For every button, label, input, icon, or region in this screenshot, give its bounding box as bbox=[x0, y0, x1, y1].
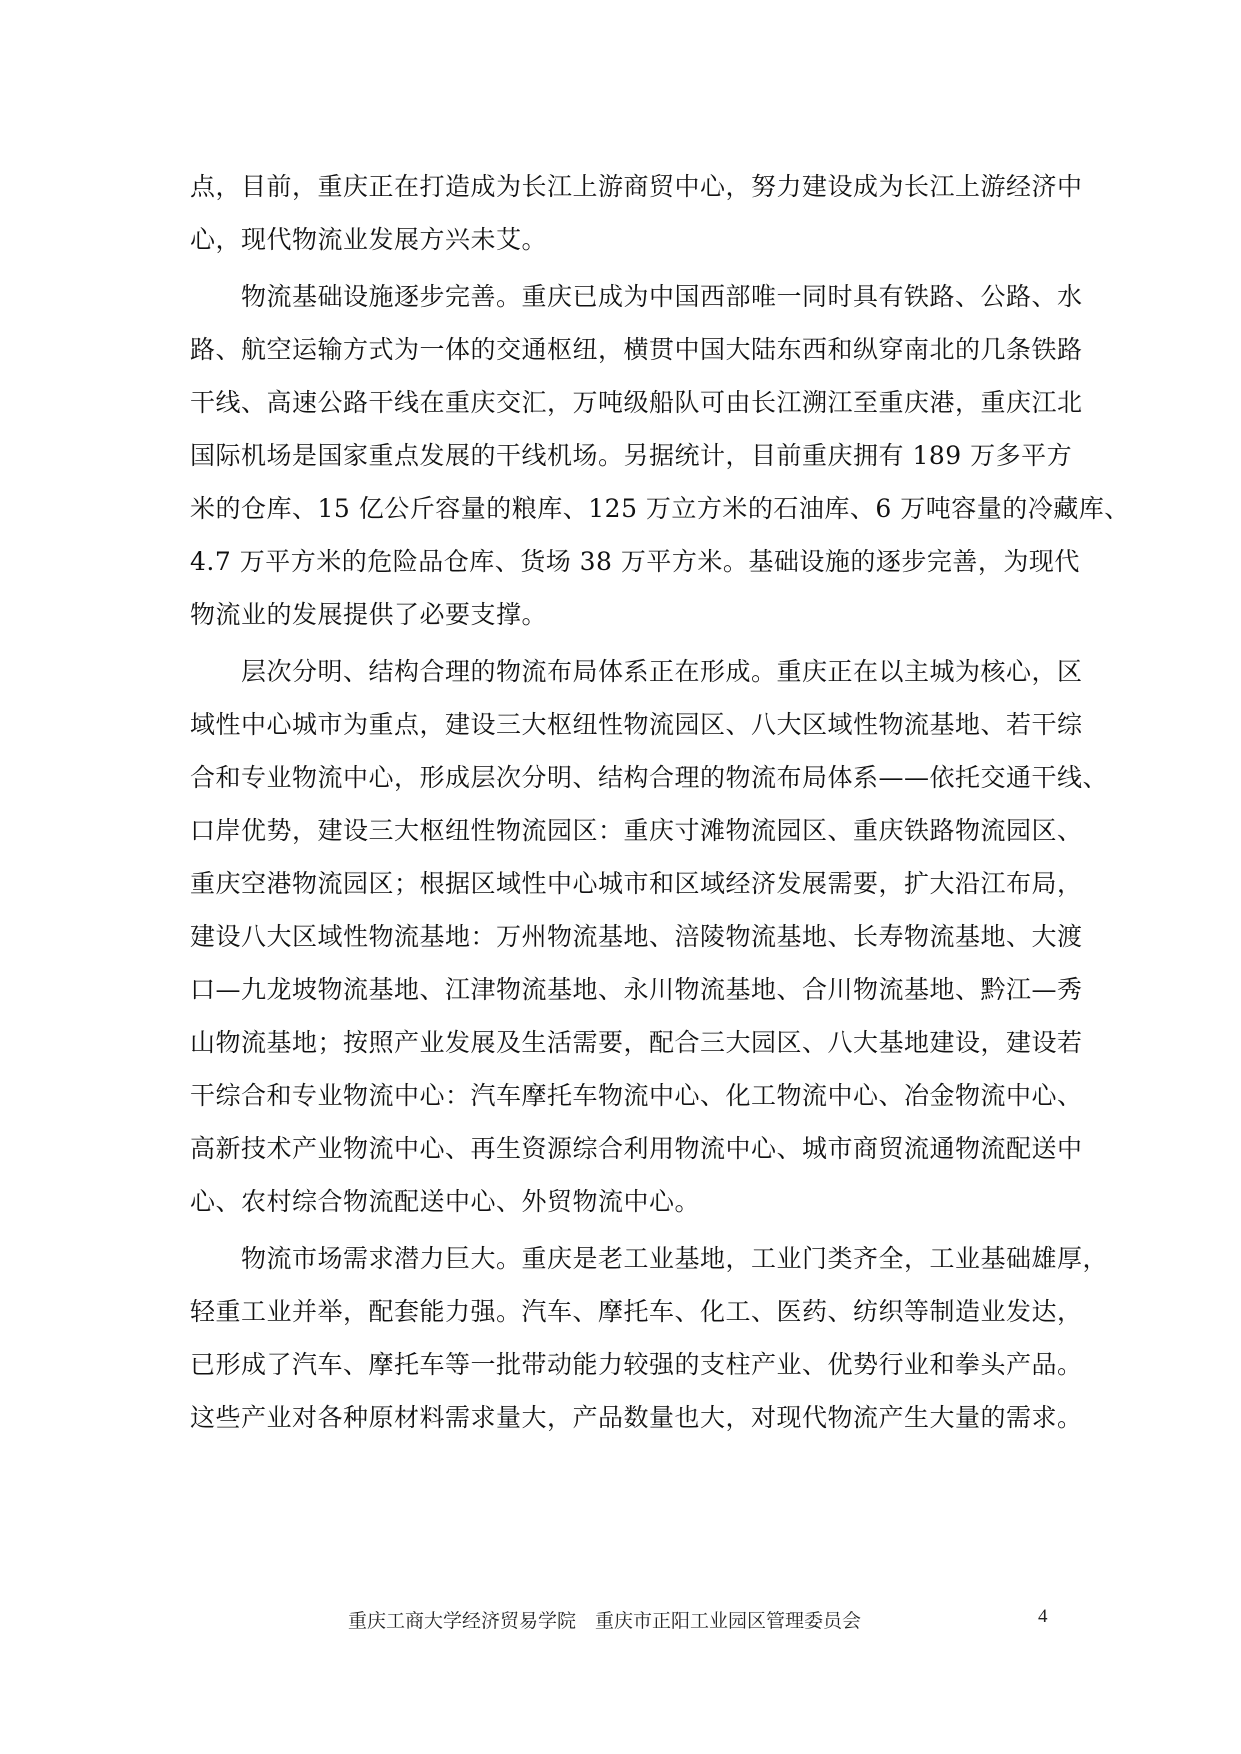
text-line: 口—九龙坡物流基地、江津物流基地、永川物流基地、合川物流基地、黔江—秀 bbox=[190, 975, 1083, 1004]
text-line: 已形成了汽车、摩托车等一批带动能力较强的支柱产业、优势行业和拳头产品。 bbox=[190, 1350, 1083, 1379]
text-line: 4.7 万平方米的危险品仓库、货场 38 万平方米。基础设施的逐步完善，为现代 bbox=[190, 547, 1080, 576]
text-line: 域性中心城市为重点，建设三大枢纽性物流园区、八大区域性物流基地、若干综 bbox=[190, 710, 1083, 739]
text-line: 心，现代物流业发展方兴未艾。 bbox=[190, 225, 548, 254]
footer-text: 重庆工商大学经济贸易学院 重庆市正阳工业园区管理委员会 bbox=[348, 1611, 862, 1632]
text-line: 这些产业对各种原材料需求量大，产品数量也大，对现代物流产生大量的需求。 bbox=[190, 1403, 1083, 1432]
text-line: 建设八大区域性物流基地：万州物流基地、涪陵物流基地、长寿物流基地、大渡 bbox=[190, 922, 1083, 951]
text-line: 物流基础设施逐步完善。重庆已成为中国西部唯一同时具有铁路、公路、水 bbox=[190, 282, 1083, 311]
text-line: 合和专业物流中心，形成层次分明、结构合理的物流布局体系——依托交通干线、 bbox=[190, 763, 1109, 792]
text-line: 口岸优势，建设三大枢纽性物流园区：重庆寸滩物流园区、重庆铁路物流园区、 bbox=[190, 816, 1083, 845]
body-text bbox=[190, 160, 1130, 1444]
text-line: 重庆空港物流园区；根据区域性中心城市和区域经济发展需要，扩大沿江布局， bbox=[190, 869, 1083, 898]
text-line: 干综合和专业物流中心：汽车摩托车物流中心、化工物流中心、冶金物流中心、 bbox=[190, 1081, 1083, 1110]
text-line: 层次分明、结构合理的物流布局体系正在形成。重庆正在以主城为核心，区 bbox=[190, 657, 1083, 686]
page-number: 4 bbox=[1038, 1606, 1048, 1627]
text-line: 物流业的发展提供了必要支撑。 bbox=[190, 600, 548, 629]
paragraph bbox=[190, 1232, 1109, 1444]
text-line: 路、航空运输方式为一体的交通枢纽，横贯中国大陆东西和纵穿南北的几条铁路 bbox=[190, 335, 1083, 364]
text-line: 山物流基地；按照产业发展及生活需要，配合三大园区、八大基地建设，建设若 bbox=[190, 1028, 1083, 1057]
paragraph bbox=[190, 270, 1130, 641]
paragraph bbox=[190, 645, 1109, 1228]
page-footer bbox=[0, 1606, 1241, 1636]
text-line: 物流市场需求潜力巨大。重庆是老工业基地，工业门类齐全，工业基础雄厚， bbox=[190, 1244, 1109, 1273]
text-line: 高新技术产业物流中心、再生资源综合利用物流中心、城市商贸流通物流配送中 bbox=[190, 1134, 1083, 1163]
text-line: 心、农村综合物流配送中心、外贸物流中心。 bbox=[190, 1187, 701, 1216]
text-line: 点，目前，重庆正在打造成为长江上游商贸中心，努力建设成为长江上游经济中 bbox=[190, 172, 1083, 201]
paragraph bbox=[190, 160, 1083, 266]
text-line: 国际机场是国家重点发展的干线机场。另据统计，目前重庆拥有 189 万多平方 bbox=[190, 441, 1073, 470]
text-line: 轻重工业并举，配套能力强。汽车、摩托车、化工、医药、纺织等制造业发达， bbox=[190, 1297, 1083, 1326]
text-line: 米的仓库、15 亿公斤容量的粮库、125 万立方米的石油库、6 万吨容量的冷藏库、 bbox=[190, 494, 1130, 523]
text-line: 干线、高速公路干线在重庆交汇，万吨级船队可由长江溯江至重庆港，重庆江北 bbox=[190, 388, 1083, 417]
